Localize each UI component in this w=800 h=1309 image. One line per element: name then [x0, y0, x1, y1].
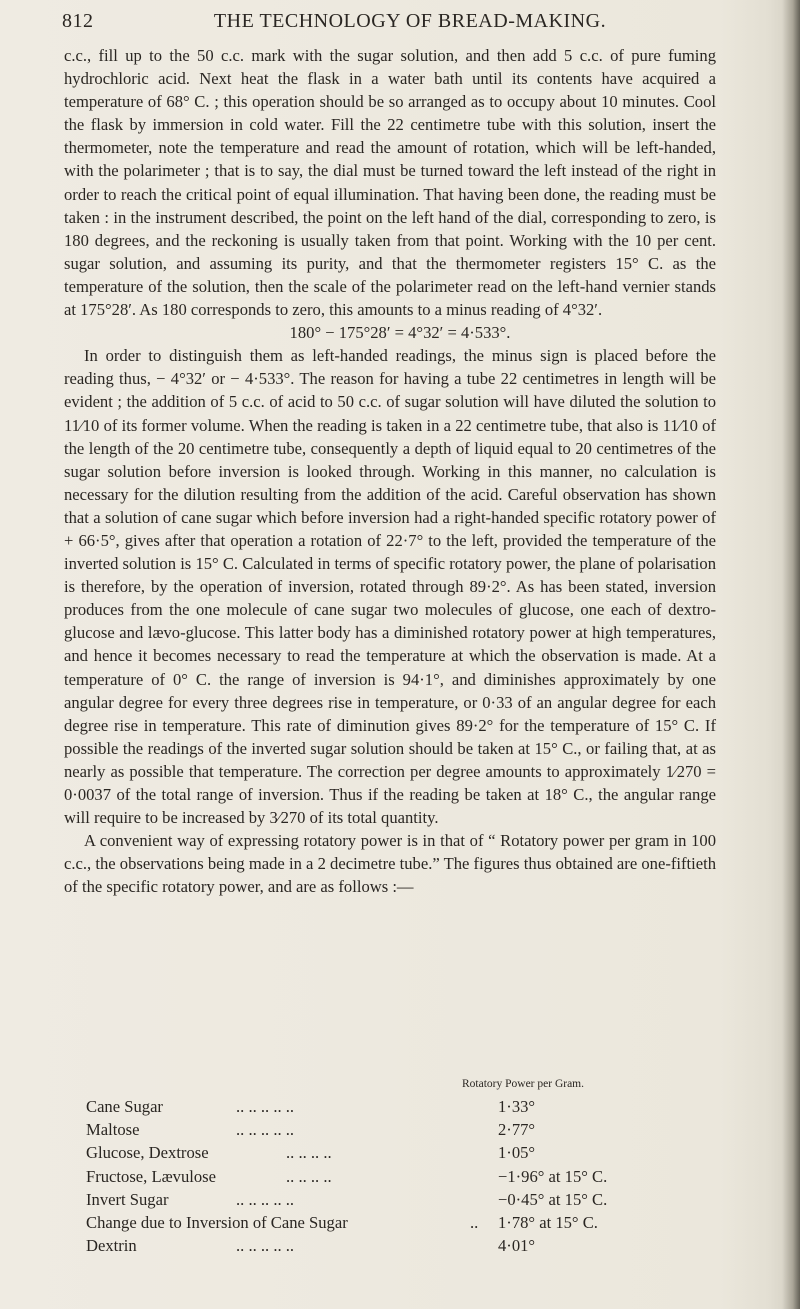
leader-dots: .. .. .. .. .. — [236, 1189, 295, 1209]
row-label: Change due to Inversion of Cane Sugar — [86, 1212, 348, 1232]
paragraph-2: In order to distinguish them as left-handed readings, the minus sign is placed before the reading thus, − 4°32′ or − 4·533°. The reason for having a tube 22 centimetres in length will be evident ; the addition of 5 c.c. of acid to 50 c.c. of sugar solution will have diluted the solution to 11⁄10 of its former volume. When the reading is taken in a 22 centimetre tube, that also is 11⁄10 of the length of the 20 centimetre tube, consequently a depth of liquid equal to 20 centimetres of the sugar solution before inversion is looked through. Working in this manner, no calculation is necessary for the dilution resulting from the addition of the acid. Careful observation has shown that a solution of cane sugar which before inversion had a right-handed specific rotatory power of + 66·5°, gives after that operation a rotation of 22·7° to the left, provided the temperature of the inverted solution is 15° C. Calculated in terms of specific rotatory power, the plane of polarisation is therefore, by the operation of inversion, rotated through 89·2°. As has been stated, inversion produces from the one molecule of cane sugar two molecules of glucose, one each of dextro-glucose and lævo-glucose. This latter body has a diminished rotatory power at high temperatures, and hence it becomes necessary to read the temperature at which the observation is made. At a temperature of 0° C. the range of inversion is 94·1°, and diminishes approximately by one angular degree for every three degrees rise in temperature, or 0·33 of an angular degree for each degree rise in temperature. This rate of diminution gives 89·2° for the temperature of 15° C. If possible the readings of the inverted sugar solution should be taken at 15° C., or failing that, at as nearly as possible that temperature. The correction per degree amounts to approximately 1⁄270 = 0·0037 of the total range of inversion. Thus if the reading be taken at 18° C., the angular range will require to be increased by 3⁄270 of its total quantity. — [64, 346, 716, 828]
row-value: 2·77° — [498, 1120, 536, 1140]
leader-dots: .. .. .. .. .. — [236, 1120, 295, 1140]
page-edge-shadow — [782, 0, 800, 1309]
row-label: Maltose — [86, 1120, 140, 1140]
equation: 180° − 175°28′ = 4°32′ = 4·533°. — [289, 323, 511, 343]
row-label: Glucose, Dextrose — [86, 1143, 209, 1163]
table-row — [86, 1097, 726, 1120]
row-value: −0·45° at 15° C. — [498, 1189, 608, 1209]
row-value: 4·01° — [498, 1236, 536, 1256]
table-row — [86, 1190, 726, 1213]
table-row — [86, 1236, 726, 1259]
page-number: 812 — [62, 10, 94, 32]
page-header — [62, 6, 718, 40]
row-label: Invert Sugar — [86, 1189, 169, 1209]
leader-dots: .. .. .. .. — [286, 1143, 332, 1163]
row-value: 1·78° at 15° C. — [498, 1212, 598, 1232]
body-text — [64, 44, 716, 898]
running-title: THE TECHNOLOGY OF BREAD-MAKING. — [213, 10, 607, 32]
row-label: Dextrin — [86, 1236, 137, 1256]
table-row — [86, 1120, 726, 1143]
row-label: Fructose, Lævulose — [86, 1166, 216, 1186]
table-row — [86, 1213, 726, 1236]
paragraph-3: A convenient way of expressing rotatory power is in that of “ Rotatory power per gram in 100 c.c., the observations being made in a 2 decimetre tube.” The figures thus obtained are one-fiftieth of the specific rotatory power, and are as follows :— — [64, 831, 716, 897]
row-value: 1·33° — [498, 1097, 536, 1116]
table-row — [86, 1167, 726, 1190]
leader-dots: .. — [470, 1212, 479, 1232]
leader-dots: .. .. .. .. — [286, 1166, 332, 1186]
leader-dots: .. .. .. .. .. — [236, 1236, 295, 1256]
row-value: −1·96° at 15° C. — [498, 1166, 608, 1186]
row-value: 1·05° — [498, 1143, 536, 1163]
table-column-header: Rotatory Power per Gram. — [462, 1078, 584, 1090]
table-row — [86, 1143, 726, 1166]
paragraph-1: c.c., fill up to the 50 c.c. mark with the sugar solution, and then add 5 c.c. of pure fuming hydrochloric acid. Next heat the flask in a water bath until its contents have acquired a temperature of 68° C. ; this operation should be so arranged as to occupy about 10 minutes. Cool the flask by immersion in cold water. Fill the 22 centimetre tube with this solution, insert the thermometer, note the temperature and read the amount of rotation, which will be left-handed, with the polarimeter ; that is to say, the dial must be turned toward the left instead of the right in order to reach the critical point of equal illumination. That having been done, the reading must be taken : in the instrument described, the point on the left hand of the dial, corresponding to zero, is 180 degrees, and the reckoning is usually taken from that point. Working with the 10 per cent. sugar solution, and assuming its purity, and that the thermometer registers 15° C. as the temperature of the solution, then the scale of the polarimeter read on the left-hand vernier stands at 175°28′. As 180 corresponds to zero, this amounts to a minus reading of 4°32′. — [64, 46, 716, 320]
rotatory-power-table — [86, 1078, 726, 1259]
leader-dots: .. .. .. .. .. — [236, 1097, 295, 1116]
row-label: Cane Sugar — [86, 1097, 163, 1116]
